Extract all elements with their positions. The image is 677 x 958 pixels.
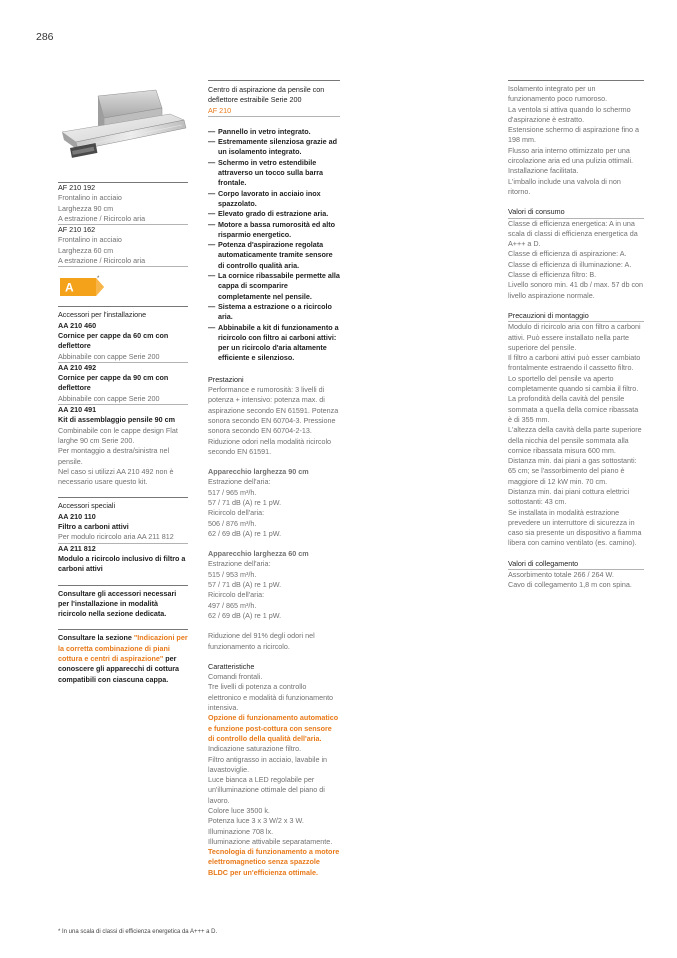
install-accessories bbox=[58, 306, 188, 487]
feature-item: — Corpo lavorato in acciaio inox spazzolato. bbox=[208, 189, 340, 210]
product-code-2: AF 210 162 bbox=[58, 225, 96, 235]
special-1-code: AA 210 110 bbox=[58, 511, 96, 521]
consult-2-text bbox=[58, 633, 188, 684]
product-series: AF 210 bbox=[208, 106, 340, 117]
feature-item: — Estremamente silenziosa grazie ad un isolamento integrato. bbox=[208, 137, 340, 158]
column-2 bbox=[208, 80, 340, 878]
intro-section bbox=[508, 80, 644, 197]
feature-item: — Sistema a estrazione o a ricircolo aria. bbox=[208, 302, 340, 323]
caratteristiche-title: Caratteristiche bbox=[208, 661, 255, 671]
collegamento-section bbox=[508, 559, 644, 591]
prestazioni-text: Performance e rumorosità: 3 livelli di potenza + intensivo: potenza max. di aspirazione secondo EN 61591. Potenza sonora secondo EN 60704-3. Pressione sonora secondo EN 60704-2-13. Riduzione odori nella modalità ricircolo secondo EN 61591. bbox=[208, 385, 339, 456]
product-1-line-2: Larghezza 90 cm bbox=[58, 203, 114, 213]
caratteristiche-highlight-2: Tecnologia di funzionamento a motore elettromagnetico senza spazzole BLDC per un'efficienza ottimale. bbox=[208, 847, 340, 877]
special-1-note: Per modulo ricircolo aria AA 211 812 bbox=[58, 532, 188, 543]
special-accessories bbox=[58, 497, 188, 574]
product-2-line-3: A estrazione / Ricircolo aria bbox=[58, 256, 188, 267]
consult-2-link[interactable]: "Indicazioni per la corretta combinazione di piani cottura e centri di aspirazione" bbox=[58, 633, 188, 663]
collegamento-text: Assorbimento totale 266 / 264 W. Cavo di collegamento 1,8 m con spina. bbox=[508, 570, 632, 590]
feature-item: — Pannello in vetro integrato. bbox=[208, 127, 340, 137]
montaggio-title: Precauzioni di montaggio bbox=[508, 311, 644, 322]
product-1-line-1: Frontalino in acciaio bbox=[58, 193, 122, 203]
app90-section bbox=[208, 467, 340, 539]
consult-text: Consultare gli accessori necessari per l'installazione in modalità ricircolo nella sezione dedicata. bbox=[58, 588, 177, 619]
consumo-text: Classe di efficienza energetica: A in una scala di classi di efficienza energetica da A+++ a D. Classe di efficienza di aspirazione: A. Classe di efficienza di illuminazione: A. Classe di efficienza filtro: B. Livello sonoro min. 41 db / max. 57 db con livello aspirazione normale. bbox=[508, 218, 644, 300]
app60-text: Estrazione dell'aria: 515 / 953 m³/h. 57 / 71 dB (A) re 1 pW. Ricircolo dell'aria: 497 / 865 m³/h. 62 / 69 dB (A) re 1 pW. bbox=[208, 559, 282, 620]
caratteristiche-text-2: Indicazione saturazione filtro. Filtro antigrasso in acciaio, lavabile in lavastoviglie. Luce bianca a LED regolabile per un'illuminazione ottimale del piano di lavoro. Colore luce 3500 k. Potenza luce 3 x 3 W/2 x 3 W. Illuminazione 708 lx. Illuminazione attivabile separatamente. bbox=[208, 744, 333, 846]
energy-class-letter: A bbox=[65, 280, 74, 295]
consult-block-2 bbox=[58, 629, 188, 684]
install-2-name: Cornice per cappe da 90 cm con deflettore bbox=[58, 373, 169, 393]
install-3-code: AA 210 491 bbox=[58, 405, 97, 415]
app60-title: Apparecchio larghezza 60 cm bbox=[208, 549, 309, 559]
app60-section bbox=[208, 549, 340, 621]
montaggio-section bbox=[508, 311, 644, 549]
install-1-note: Abbinabile con cappe Serie 200 bbox=[58, 352, 188, 363]
special-title: Accessori speciali bbox=[58, 501, 116, 511]
page-number: 286 bbox=[36, 31, 54, 43]
column-3 bbox=[508, 80, 644, 591]
feature-item: — Elevato grado di estrazione aria. bbox=[208, 209, 340, 219]
feature-list bbox=[208, 127, 340, 364]
product-heading: Centro di aspirazione da pensile con deflettore estraibile Serie 200 bbox=[208, 85, 325, 105]
montaggio-text: Modulo di ricircolo aria con filtro a carboni attivi. Può essere installato nella parte superiore del pensile. Il filtro a carboni attivi può esser cambiato frontalmente estraendo il cassetto filtro. Lo sportello del pensile va aperto completamente quando si cambia il filtro. La profondità della cavità del pensile sommata a quella della cornice ribassata è di 355 mm. L'altezza della cavità della parte superiore della nicchia del pensile sommata alla cornice ribassata misura 600 mm. Distanza min. dai piani a gas sottostanti: 65 cm; se l'assorbimento del piano è maggiore di 12 kW min. 70 cm. Distanza min. dai piani cottura elettrici sottostanti: 43 cm. Se installata in modalità estrazione prevedere un interruttore di sicurezza in caso sia presente un dispositivo a fiamma libera con camino ventilato (es. camino). bbox=[508, 322, 642, 548]
collegamento-title: Valori di collegamento bbox=[508, 559, 644, 570]
product-block-1 bbox=[58, 182, 188, 225]
special-1-name: Filtro a carboni attivi bbox=[58, 522, 129, 532]
feature-item: — Potenza d'aspirazione regolata automaticamente tramite sensore di controllo qualità aria. bbox=[208, 240, 340, 271]
feature-item: — Schermo in vetro estendibile attraverso un tocco sulla barra frontale. bbox=[208, 158, 340, 189]
product-header bbox=[208, 80, 340, 117]
energy-asterisk: * bbox=[97, 276, 100, 282]
product-block-2 bbox=[58, 225, 188, 267]
consult-2-post: per conoscere gli apparecchi di cottura compatibili con ciascuna cappa. bbox=[58, 653, 180, 684]
install-1-code: AA 210 460 bbox=[58, 320, 97, 330]
install-2-code: AA 210 492 bbox=[58, 362, 97, 372]
product-code-1: AF 210 192 bbox=[58, 183, 96, 192]
consumo-section bbox=[508, 207, 644, 301]
caratteristiche-text-1: Comandi frontali. Tre livelli di potenza a controllo elettronico e modalità di funzionamento intensiva. bbox=[208, 672, 334, 713]
consumo-title: Valori di consumo bbox=[508, 207, 644, 218]
intro-text: Isolamento integrato per un funzionamento poco rumoroso. La ventola si attiva quando lo schermo d'aspirazione è estratto. Estensione schermo di aspirazione fino a 198 mm. Flusso aria interno ottimizzato per una circolazione aria ed una pulizia ottimali. Installazione facilitata. L'imballo include una valvola di non ritorno. bbox=[508, 84, 640, 196]
product-1-line-3: A estrazione / Ricircolo aria bbox=[58, 214, 188, 225]
column-1 bbox=[58, 182, 188, 685]
product-2-line-1: Frontalino in acciaio bbox=[58, 235, 122, 245]
install-3-name: Kit di assemblaggio pensile 90 cm bbox=[58, 415, 176, 425]
install-title: Accessori per l'installazione bbox=[58, 310, 147, 320]
feature-item: — Motore a bassa rumorosità ed alto risparmio energetico. bbox=[208, 220, 340, 241]
riduzione-text: Riduzione del 91% degli odori nel funzionamento a ricircolo. bbox=[208, 631, 315, 651]
install-2-note: Abbinabile con cappe Serie 200 bbox=[58, 394, 188, 405]
feature-item: — La cornice ribassabile permette alla cappa di scomparire completamente nel pensile. bbox=[208, 271, 340, 302]
special-2-code: AA 211 812 bbox=[58, 543, 96, 553]
product-2-line-2: Larghezza 60 cm bbox=[58, 245, 114, 255]
prestazioni-section bbox=[208, 375, 340, 457]
install-1-name: Cornice per cappe da 60 cm con deflettore bbox=[58, 330, 169, 351]
consult-block bbox=[58, 585, 188, 620]
special-2-name: Modulo a ricircolo inclusivo di filtro a carboni attivi bbox=[58, 553, 186, 574]
feature-item: — Abbinabile a kit di funzionamento a ricircolo con filtro ai carboni attivi: per un ricircolo d'aria altamente efficiente e silenzioso. bbox=[208, 323, 340, 364]
install-3-notes: Combinabile con le cappe design Flat larghe 90 cm Serie 200. Per montaggio a destra/sinistra nel pensile. Nel caso si utilizzi AA 210 492 non è necessario usare questo kit. bbox=[58, 425, 178, 487]
consult-2-pre: Consultare la sezione bbox=[58, 633, 134, 643]
caratteristiche-highlight-1: Opzione di funzionamento automatico e funzione post-cottura con sensore di controllo della qualità dell'aria. bbox=[208, 713, 339, 743]
hood-product-image bbox=[58, 86, 188, 180]
caratteristiche-section bbox=[208, 662, 340, 878]
riduzione-section bbox=[208, 631, 340, 652]
footnote: * In una scala di classi di efficienza energetica da A+++ a D. bbox=[58, 929, 218, 935]
prestazioni-title: Prestazioni bbox=[208, 374, 244, 384]
app90-title: Apparecchio larghezza 90 cm bbox=[208, 467, 309, 477]
app90-text: Estrazione dell'aria: 517 / 965 m³/h. 57 / 71 dB (A) re 1 pW. Ricircolo dell'aria: 506 / 876 m³/h. 62 / 69 dB (A) re 1 pW. bbox=[208, 477, 282, 538]
